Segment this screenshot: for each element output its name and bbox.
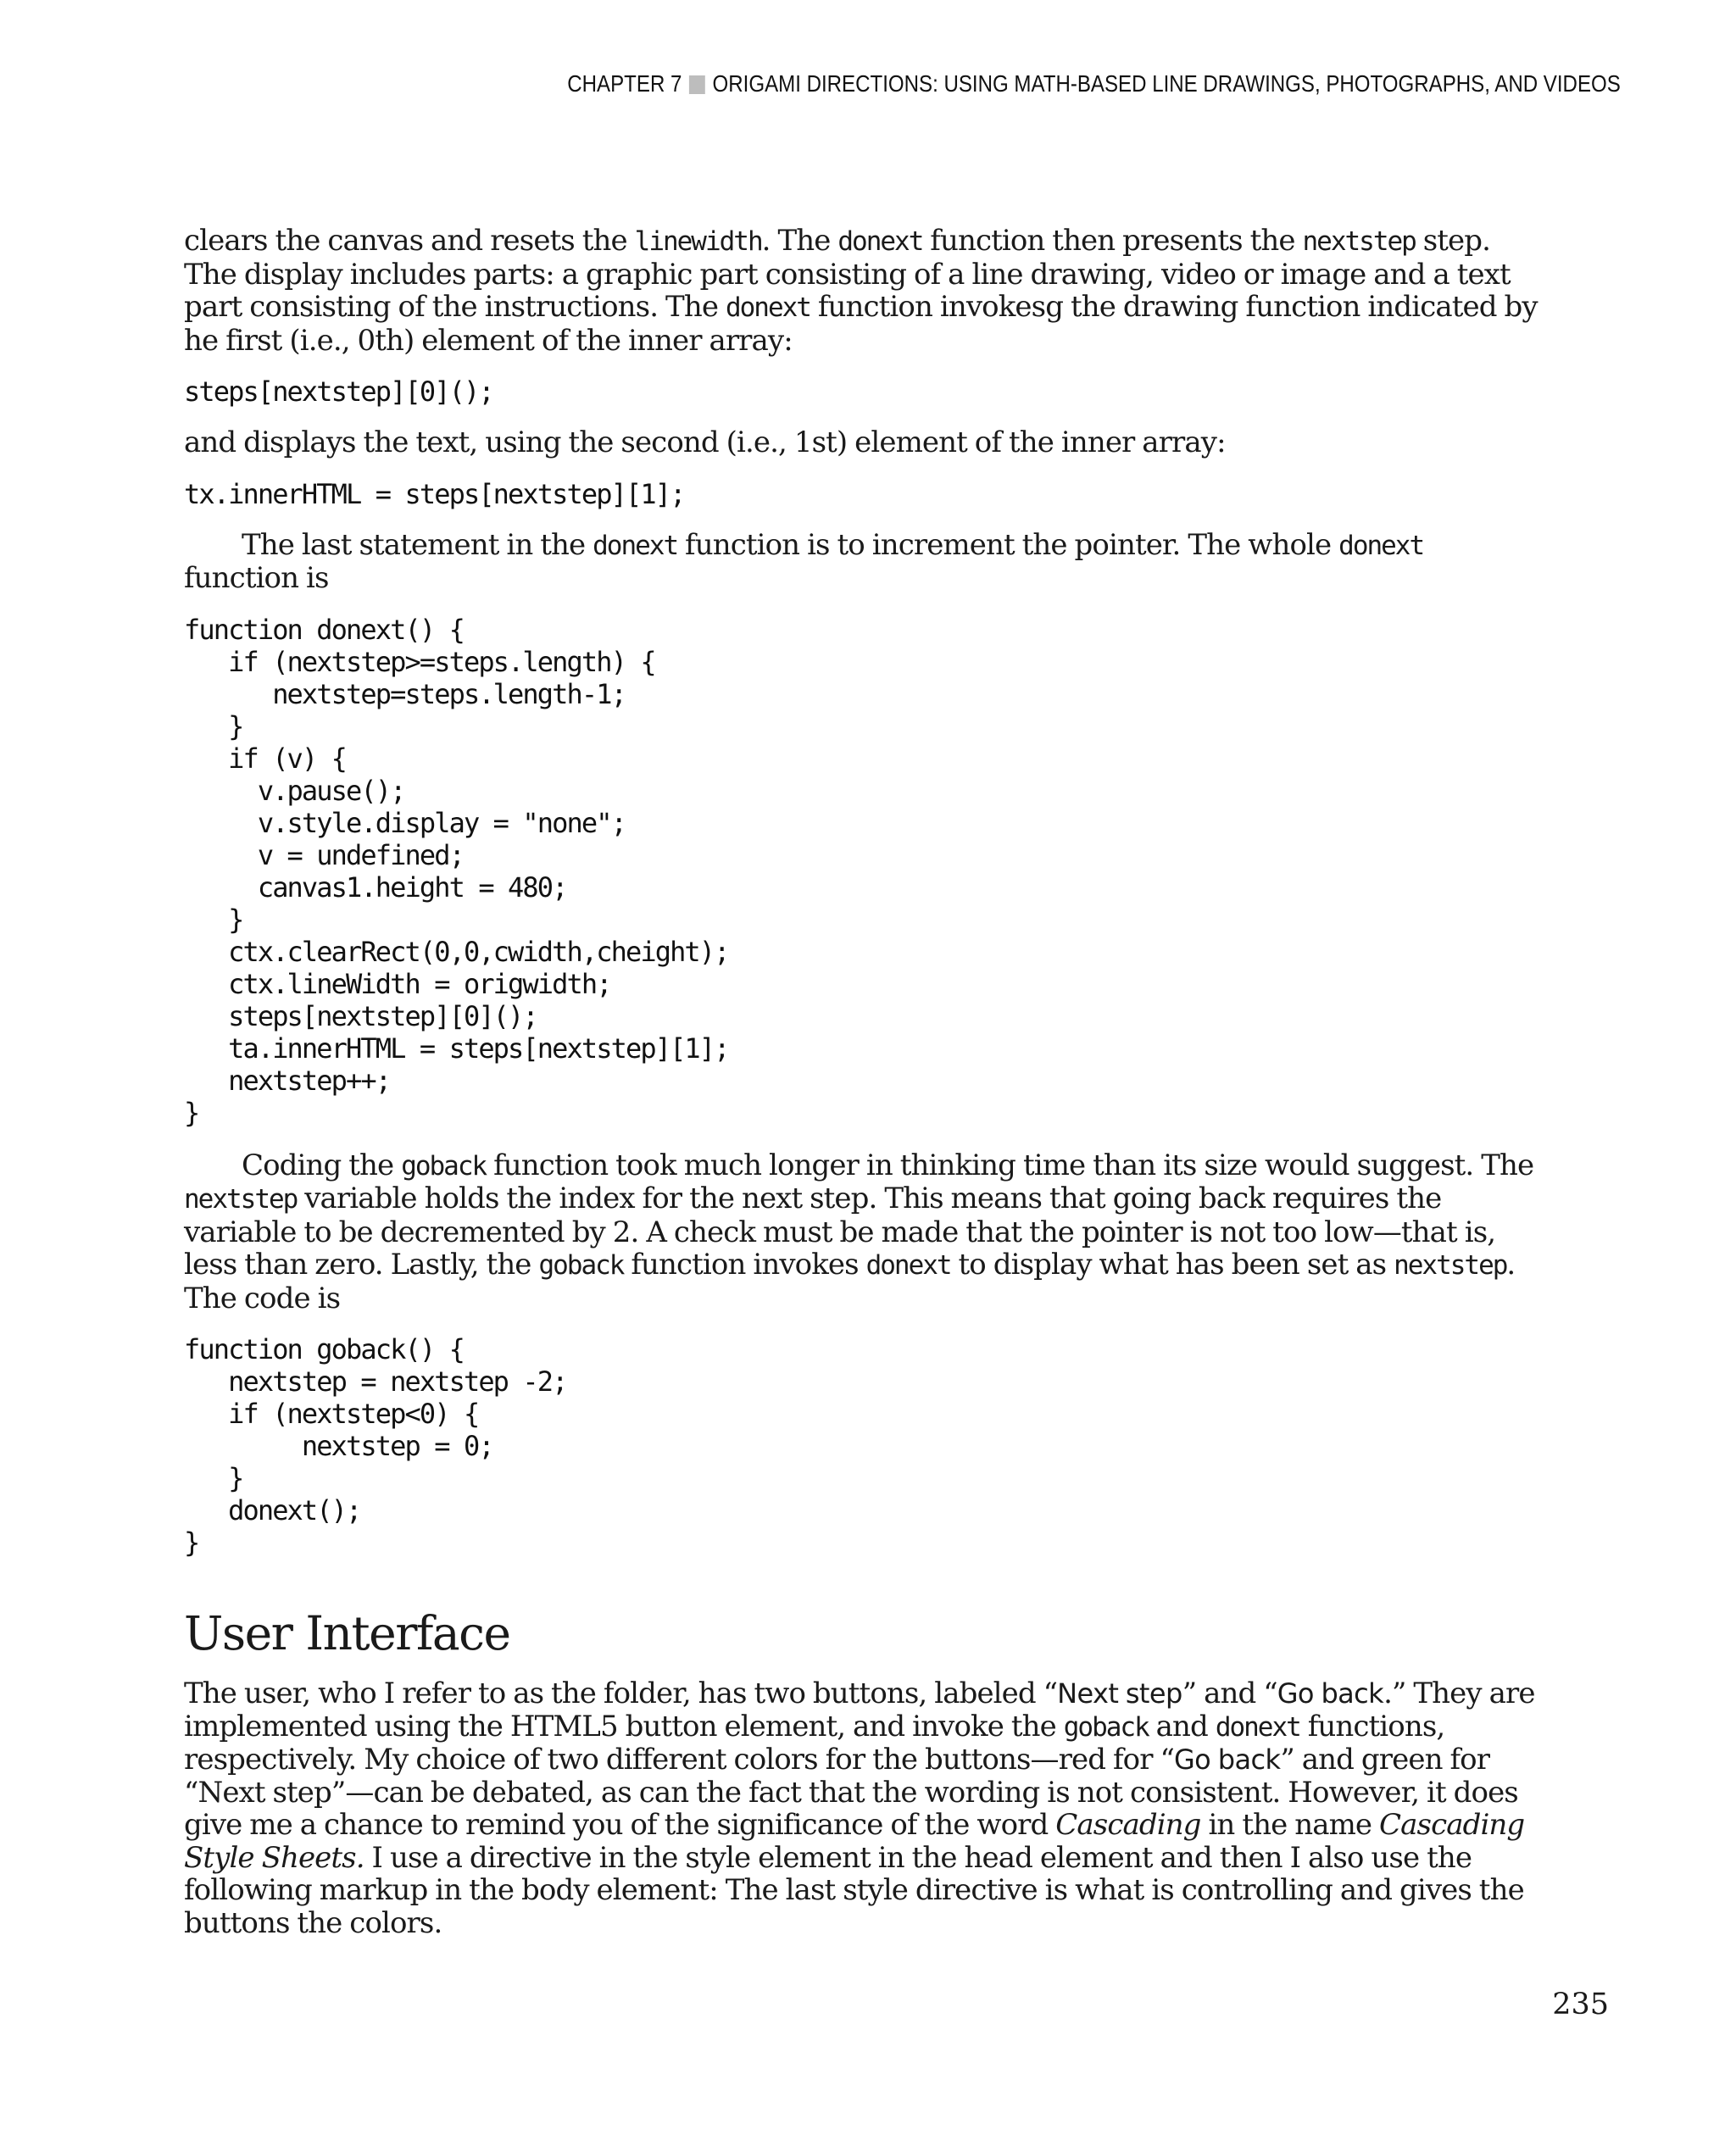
section-heading: User Interface	[184, 1606, 510, 1660]
inline-code: donext	[1215, 1711, 1300, 1743]
inline-code: donext	[593, 530, 678, 561]
paragraph-user-interface: The user, who I refer to as the folder, has two buttons, labeled “Next step” and “Go back.” They are implemented using the HTML5 button element, and invoke the goback and donext functions, respectively. My choice of two different colors for the buttons—red for “Go back” and green for “Next step”—can be debated, as can the fact that the wording is not consistent. However, it does give me a chance to remind you of the significance of the word Cascading in the name Cascading Style Sheets. I use a directive in the style element in the head element and then I also use the following markup in the body element: The last style directive is what is controlling and gives the buttons the colors.	[184, 1677, 1535, 1940]
paragraph-last-statement: The last statement in the donext function is to increment the pointer. The whole donext function is	[184, 527, 1424, 595]
code-block-steps-call: steps[nextstep][0]();	[184, 375, 493, 408]
code-block-innerhtml: tx.innerHTML = steps[nextstep][1];	[184, 477, 685, 510]
running-header	[567, 70, 1621, 97]
button-label-text: Go back	[1173, 1743, 1281, 1776]
inline-code: donext	[1338, 530, 1424, 561]
emphasis: Cascading	[1055, 1808, 1201, 1842]
inline-code: nextstep	[1302, 226, 1416, 257]
page-number: 235	[1552, 1988, 1609, 2021]
code-block-goback: function goback() { nextstep = nextstep -2; if (nextstep<0) { nextstep = 0; } donext(); }	[184, 1333, 567, 1559]
inline-code: goback	[401, 1150, 487, 1182]
header-chapter: CHAPTER 7	[567, 70, 682, 97]
page-content	[184, 225, 1540, 1939]
header-title: ORIGAMI DIRECTIONS: USING MATH-BASED LINE DRAWINGS, PHOTOGRAPHS, AND VIDEOS	[712, 70, 1621, 97]
paragraph-displays-text: and displays the text, using the second (i.e., 1st) element of the inner array:	[184, 425, 1226, 459]
emphasis: Cascading Style Sheets.	[184, 1808, 1525, 1875]
paragraph-canvas-reset: clears the canvas and resets the linewidth. The donext function then presents the nextstep step. The display includes parts: a graphic part consisting of a line drawing, video or image and a text part consisting of the instructions. The donext function invokesg the drawing function indicated by he first (i.e., 0th) element of the inner array:	[184, 224, 1538, 358]
code-block-donext: function donext() { if (nextstep>=steps.length) { nextstep=steps.length-1; } if (v) { v.pause(); v.style.display = "none"; v = undefined; canvas1.height = 480; } ctx.clearRect(0,0,cwidth,cheight); ctx.lineWidth = origwidth; steps[nextstep][0](); ta.innerHTML = steps[nextstep][1]; nextstep++; }	[184, 613, 729, 1129]
button-label-text: Next step	[1057, 1677, 1182, 1710]
paragraph-goback-explanation: Coding the goback function took much longer in thinking time than its size would suggest. The nextstep variable holds the index for the next step. This means that going back requires the variable to be decremented by 2. A check must be made that the pointer is not too low—that is, less than zero. Lastly, the goback function invokes donext to display what has been set as nextstep. The code is	[184, 1148, 1534, 1315]
inline-code: nextstep	[1394, 1250, 1507, 1281]
inline-code: goback	[1063, 1711, 1149, 1743]
button-label-text: Go back	[1277, 1677, 1384, 1710]
inline-code: goback	[538, 1250, 624, 1281]
inline-code: linewidth	[634, 226, 762, 257]
inline-code: donext	[865, 1250, 951, 1281]
header-separator-square-icon	[689, 75, 705, 94]
inline-code: nextstep	[184, 1184, 298, 1215]
inline-code: donext	[837, 226, 923, 257]
inline-code: donext	[725, 292, 810, 323]
